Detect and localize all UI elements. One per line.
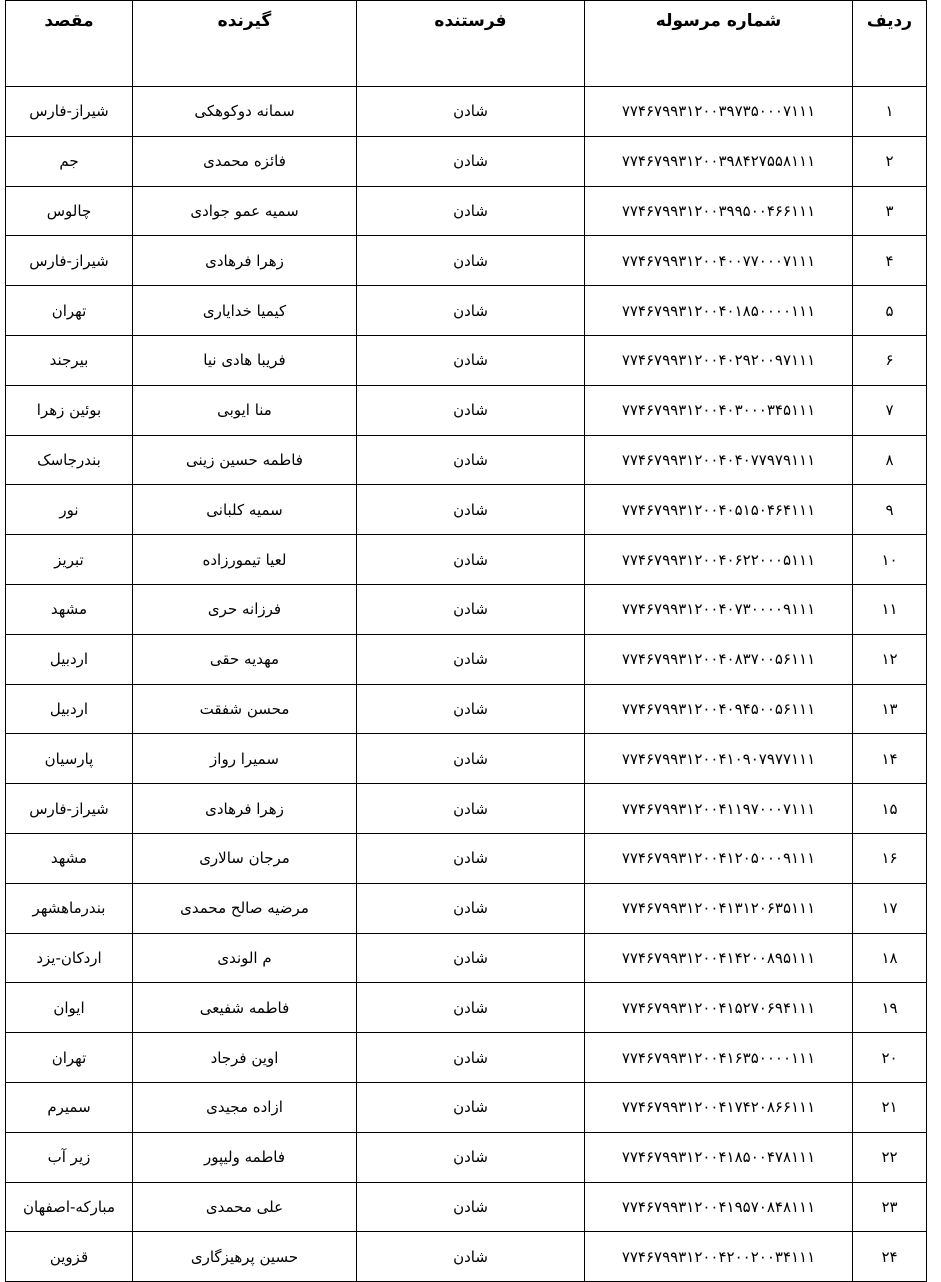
row-number-cell: ۵ [853, 286, 927, 336]
sender-cell: شادن [357, 983, 585, 1033]
tracking-number-cell: ۷۷۴۶۷۹۹۳۱۲۰۰۴۰۷۳۰۰۰۰۹۱۱۱ [585, 584, 853, 634]
table-row [6, 1132, 927, 1182]
row-number-cell: ۱۱ [853, 584, 927, 634]
header-row-number: ردیف [853, 1, 927, 87]
tracking-number-cell: ۷۷۴۶۷۹۹۳۱۲۰۰۳۹۸۴۲۷۵۵۸۱۱۱ [585, 136, 853, 186]
recipient-cell: سمانه دوکوهکی [133, 87, 357, 137]
row-number-cell: ۱۲ [853, 634, 927, 684]
table-row [6, 933, 927, 983]
row-number-cell: ۲۰ [853, 1033, 927, 1083]
tracking-number-cell: ۷۷۴۶۷۹۹۳۱۲۰۰۴۰۵۱۵۰۴۶۴۱۱۱ [585, 485, 853, 535]
tracking-number-cell: ۷۷۴۶۷۹۹۳۱۲۰۰۴۰۳۰۰۰۳۴۵۱۱۱ [585, 385, 853, 435]
destination-cell: جم [6, 136, 133, 186]
recipient-cell: فائزه محمدی [133, 136, 357, 186]
recipient-cell: فاطمه ولیپور [133, 1132, 357, 1182]
table-row [6, 784, 927, 834]
recipient-cell: علی محمدی [133, 1182, 357, 1232]
recipient-cell: اوین فرجاد [133, 1033, 357, 1083]
sender-cell: شادن [357, 584, 585, 634]
header-destination: مقصد [6, 1, 133, 87]
tracking-number-cell: ۷۷۴۶۷۹۹۳۱۲۰۰۴۱۴۲۰۰۸۹۵۱۱۱ [585, 933, 853, 983]
destination-cell: تهران [6, 1033, 133, 1083]
destination-cell: مشهد [6, 584, 133, 634]
destination-cell: بندرجاسک [6, 435, 133, 485]
table-row [6, 634, 927, 684]
tracking-number-cell: ۷۷۴۶۷۹۹۳۱۲۰۰۴۱۸۵۰۰۴۷۸۱۱۱ [585, 1132, 853, 1182]
destination-cell: زیر آب [6, 1132, 133, 1182]
table-body [6, 87, 927, 1282]
table-row [6, 236, 927, 286]
sender-cell: شادن [357, 1132, 585, 1182]
recipient-cell: فاطمه شفیعی [133, 983, 357, 1033]
tracking-number-cell: ۷۷۴۶۷۹۹۳۱۲۰۰۴۰۶۲۲۰۰۰۵۱۱۱ [585, 535, 853, 585]
table-row [6, 1232, 927, 1282]
row-number-cell: ۱۶ [853, 833, 927, 883]
recipient-cell: م الوندی [133, 933, 357, 983]
tracking-number-cell: ۷۷۴۶۷۹۹۳۱۲۰۰۴۰۹۴۵۰۰۵۶۱۱۱ [585, 684, 853, 734]
table-row [6, 136, 927, 186]
destination-cell: شیراز-فارس [6, 87, 133, 137]
destination-cell: بندرماهشهر [6, 883, 133, 933]
recipient-cell: زهرا فرهادی [133, 236, 357, 286]
recipient-cell: مرضیه صالح محمدی [133, 883, 357, 933]
row-number-cell: ۱۵ [853, 784, 927, 834]
destination-cell: اردبیل [6, 684, 133, 734]
table-row [6, 435, 927, 485]
recipient-cell: سمیرا رواز [133, 734, 357, 784]
table-row [6, 983, 927, 1033]
sender-cell: شادن [357, 435, 585, 485]
destination-cell: بیرجند [6, 335, 133, 385]
row-number-cell: ۲۴ [853, 1232, 927, 1282]
header-tracking-number: شماره مرسوله [585, 1, 853, 87]
destination-cell: تهران [6, 286, 133, 336]
sender-cell: شادن [357, 734, 585, 784]
recipient-cell: سمیه کلبانی [133, 485, 357, 535]
row-number-cell: ۲۱ [853, 1082, 927, 1132]
sender-cell: شادن [357, 385, 585, 435]
header-sender: فرستنده [357, 1, 585, 87]
destination-cell: مبارکه-اصفهان [6, 1182, 133, 1232]
row-number-cell: ۱۰ [853, 535, 927, 585]
table-row [6, 186, 927, 236]
tracking-number-cell: ۷۷۴۶۷۹۹۳۱۲۰۰۳۹۹۵۰۰۴۶۶۱۱۱ [585, 186, 853, 236]
row-number-cell: ۲ [853, 136, 927, 186]
sender-cell: شادن [357, 87, 585, 137]
row-number-cell: ۸ [853, 435, 927, 485]
row-number-cell: ۳ [853, 186, 927, 236]
table-row [6, 584, 927, 634]
destination-cell: بوئین زهرا [6, 385, 133, 435]
recipient-cell: سمیه عمو جوادی [133, 186, 357, 236]
recipient-cell: منا ایوبی [133, 385, 357, 435]
tracking-number-cell: ۷۷۴۶۷۹۹۳۱۲۰۰۴۰۰۷۷۰۰۰۷۱۱۱ [585, 236, 853, 286]
sender-cell: شادن [357, 485, 585, 535]
row-number-cell: ۱۸ [853, 933, 927, 983]
tracking-number-cell: ۷۷۴۶۷۹۹۳۱۲۰۰۴۰۸۳۷۰۰۵۶۱۱۱ [585, 634, 853, 684]
tracking-number-cell: ۷۷۴۶۷۹۹۳۱۲۰۰۴۰۱۸۵۰۰۰۰۱۱۱ [585, 286, 853, 336]
header-recipient: گیرنده [133, 1, 357, 87]
destination-cell: شیراز-فارس [6, 236, 133, 286]
recipient-cell: مرجان سالاری [133, 833, 357, 883]
recipient-cell: حسین پرهیزگاری [133, 1232, 357, 1282]
sender-cell: شادن [357, 286, 585, 336]
recipient-cell: مهدیه حقی [133, 634, 357, 684]
sender-cell: شادن [357, 1232, 585, 1282]
destination-cell: مشهد [6, 833, 133, 883]
destination-cell: پارسیان [6, 734, 133, 784]
table-row [6, 1082, 927, 1132]
tracking-number-cell: ۷۷۴۶۷۹۹۳۱۲۰۰۴۰۲۹۲۰۰۹۷۱۱۱ [585, 335, 853, 385]
destination-cell: ایوان [6, 983, 133, 1033]
table-row [6, 485, 927, 535]
destination-cell: چالوس [6, 186, 133, 236]
recipient-cell: زهرا فرهادی [133, 784, 357, 834]
table-row [6, 286, 927, 336]
sender-cell: شادن [357, 335, 585, 385]
destination-cell: سمیرم [6, 1082, 133, 1132]
table-row [6, 1033, 927, 1083]
sender-cell: شادن [357, 833, 585, 883]
sender-cell: شادن [357, 784, 585, 834]
row-number-cell: ۴ [853, 236, 927, 286]
sender-cell: شادن [357, 1033, 585, 1083]
row-number-cell: ۲۳ [853, 1182, 927, 1232]
tracking-number-cell: ۷۷۴۶۷۹۹۳۱۲۰۰۴۱۲۰۵۰۰۰۹۱۱۱ [585, 833, 853, 883]
sender-cell: شادن [357, 1082, 585, 1132]
table-header-row [6, 1, 927, 87]
table-row [6, 385, 927, 435]
sender-cell: شادن [357, 1182, 585, 1232]
table-row [6, 684, 927, 734]
sender-cell: شادن [357, 186, 585, 236]
recipient-cell: فریبا هادی نیا [133, 335, 357, 385]
table-row [6, 833, 927, 883]
row-number-cell: ۱ [853, 87, 927, 137]
sender-cell: شادن [357, 634, 585, 684]
recipient-cell: لعیا تیمورزاده [133, 535, 357, 585]
sender-cell: شادن [357, 136, 585, 186]
tracking-number-cell: ۷۷۴۶۷۹۹۳۱۲۰۰۴۱۵۲۷۰۶۹۴۱۱۱ [585, 983, 853, 1033]
recipient-cell: محسن شفقت [133, 684, 357, 734]
recipient-cell: ازاده مجیدی [133, 1082, 357, 1132]
table-row [6, 1182, 927, 1232]
row-number-cell: ۱۴ [853, 734, 927, 784]
sender-cell: شادن [357, 933, 585, 983]
destination-cell: شیراز-فارس [6, 784, 133, 834]
recipient-cell: فاطمه حسین زینی [133, 435, 357, 485]
table-row [6, 883, 927, 933]
destination-cell: قزوین [6, 1232, 133, 1282]
destination-cell: نور [6, 485, 133, 535]
tracking-number-cell: ۷۷۴۶۷۹۹۳۱۲۰۰۴۱۳۱۲۰۶۳۵۱۱۱ [585, 883, 853, 933]
recipient-cell: کیمیا خدایاری [133, 286, 357, 336]
row-number-cell: ۶ [853, 335, 927, 385]
tracking-number-cell: ۷۷۴۶۷۹۹۳۱۲۰۰۳۹۷۳۵۰۰۰۷۱۱۱ [585, 87, 853, 137]
destination-cell: تبریز [6, 535, 133, 585]
table-row [6, 87, 927, 137]
tracking-number-cell: ۷۷۴۶۷۹۹۳۱۲۰۰۴۲۰۰۲۰۰۳۴۱۱۱ [585, 1232, 853, 1282]
tracking-number-cell: ۷۷۴۶۷۹۹۳۱۲۰۰۴۱۹۵۷۰۸۴۸۱۱۱ [585, 1182, 853, 1232]
sender-cell: شادن [357, 535, 585, 585]
destination-cell: اردبیل [6, 634, 133, 684]
destination-cell: اردکان-یزد [6, 933, 133, 983]
sender-cell: شادن [357, 883, 585, 933]
table-row [6, 335, 927, 385]
sender-cell: شادن [357, 236, 585, 286]
row-number-cell: ۱۳ [853, 684, 927, 734]
recipient-cell: فرزانه حری [133, 584, 357, 634]
table-row [6, 734, 927, 784]
row-number-cell: ۷ [853, 385, 927, 435]
tracking-number-cell: ۷۷۴۶۷۹۹۳۱۲۰۰۴۱۰۹۰۷۹۷۷۱۱۱ [585, 734, 853, 784]
tracking-number-cell: ۷۷۴۶۷۹۹۳۱۲۰۰۴۰۴۰۷۷۹۷۹۱۱۱ [585, 435, 853, 485]
row-number-cell: ۹ [853, 485, 927, 535]
table-row [6, 535, 927, 585]
row-number-cell: ۲۲ [853, 1132, 927, 1182]
tracking-number-cell: ۷۷۴۶۷۹۹۳۱۲۰۰۴۱۱۹۷۰۰۰۷۱۱۱ [585, 784, 853, 834]
tracking-number-cell: ۷۷۴۶۷۹۹۳۱۲۰۰۴۱۶۳۵۰۰۰۰۱۱۱ [585, 1033, 853, 1083]
row-number-cell: ۱۹ [853, 983, 927, 1033]
tracking-number-cell: ۷۷۴۶۷۹۹۳۱۲۰۰۴۱۷۴۲۰۸۶۶۱۱۱ [585, 1082, 853, 1132]
row-number-cell: ۱۷ [853, 883, 927, 933]
shipments-table [5, 0, 927, 1282]
sender-cell: شادن [357, 684, 585, 734]
